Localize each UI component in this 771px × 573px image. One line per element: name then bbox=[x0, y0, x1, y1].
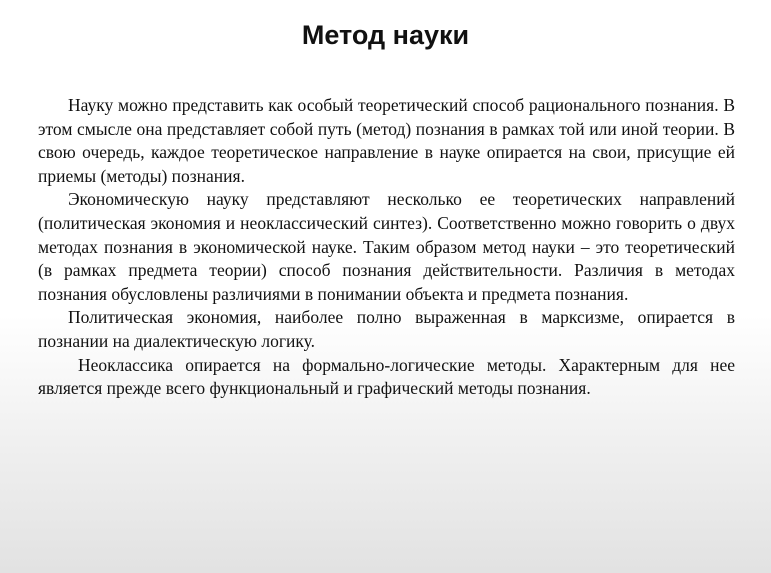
paragraph-political-economy: Политическая экономия, наиболее полно выраженная в марксизме, опирается в познании на диалектическую логику. bbox=[38, 307, 735, 351]
slide-title: Метод науки bbox=[301, 20, 470, 50]
paragraph-economic-directions: Экономическую науку представляют несколько ее теоретических направлений (политическая экономия и неоклассический синтез). Соответственно можно говорить о двух методах познания в экономической науке. Таким образом метод науки – это теоретический (в рамках предмета теории) способ познания действительности. Различия в методах познания обусловлены различиями в понимании объекта и предмета познания. bbox=[38, 189, 735, 304]
paragraph-science-definition: Науку можно представить как особый теоретический способ рационального познания. В этом смысле она представляет собой путь (метод) познания в рамках той или иной теории. В свою очередь, каждое теоретическое направление в науке опирается на свои, присущие ей приемы (методы) познания. bbox=[38, 95, 735, 186]
paragraph-neoclassics: Неоклассика опирается на формально-логические методы. Характерным для нее является прежде всего функциональный и графический методы познания. bbox=[38, 354, 735, 399]
slide-body bbox=[38, 94, 735, 401]
